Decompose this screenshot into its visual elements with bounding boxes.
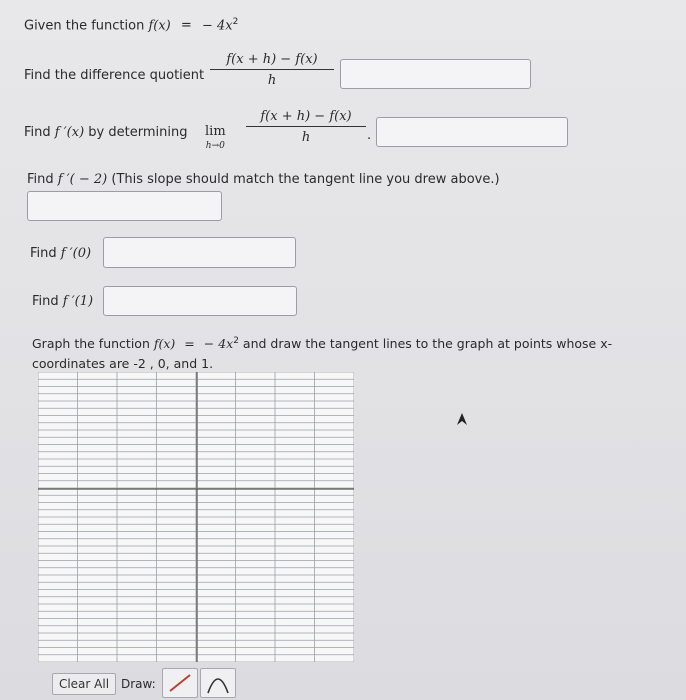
y-tick xyxy=(196,560,198,562)
line-tool-icon xyxy=(166,671,194,695)
q3-label-suffix: (This slope should match the tangent line you drew above.) xyxy=(111,172,500,187)
graph-suffix: and draw the tangent lines to the graph at points whose x- xyxy=(242,336,613,352)
given-func: f(x) xyxy=(148,18,171,34)
f-prime-neg2-input[interactable] xyxy=(27,191,222,221)
given-exp: 2 xyxy=(232,17,239,27)
y-tick xyxy=(196,552,198,554)
y-tick xyxy=(196,581,198,583)
q2-lim-sub: h→0 xyxy=(205,141,225,151)
y-tick xyxy=(196,632,198,634)
q2-label xyxy=(24,125,187,140)
y-tick xyxy=(196,567,198,569)
y-tick xyxy=(196,415,198,417)
y-tick xyxy=(196,531,198,533)
y-tick xyxy=(196,654,198,656)
y-tick xyxy=(196,647,198,649)
parabola-tool-button[interactable] xyxy=(200,668,236,698)
graph-func: f(x) xyxy=(153,336,176,352)
y-tick xyxy=(196,407,198,409)
f-prime-0-input[interactable] xyxy=(103,237,296,268)
q1-denominator: h xyxy=(267,73,277,88)
q5-label-prefix: Find xyxy=(32,294,59,309)
q1-numerator: f(x + h) − f(x) xyxy=(226,52,318,67)
q2-lim-text: lim xyxy=(205,124,226,139)
given-line xyxy=(24,17,238,33)
graph-instruction-line2: coordinates are -2 , 0, and 1. xyxy=(32,356,214,371)
y-tick xyxy=(196,502,198,504)
graph-prefix: Graph the function xyxy=(32,336,150,352)
given-prefix: Given the function xyxy=(24,18,145,34)
graph-rhs: − 4x xyxy=(203,336,234,352)
y-tick xyxy=(196,509,198,511)
q5-label xyxy=(32,294,93,309)
y-tick xyxy=(196,538,198,540)
cursor-icon xyxy=(455,411,469,427)
q2-numerator: f(x + h) − f(x) xyxy=(260,109,352,124)
y-tick xyxy=(196,487,198,489)
y-tick xyxy=(196,574,198,576)
y-tick xyxy=(196,451,198,453)
derivative-input[interactable] xyxy=(376,117,568,147)
q2-label-suffix: by determining xyxy=(88,125,188,140)
q4-label xyxy=(30,246,91,261)
y-tick xyxy=(196,545,198,547)
parabola-tool-icon xyxy=(204,671,232,695)
y-tick xyxy=(196,465,198,467)
y-tick xyxy=(196,400,198,402)
q3-label-func: f ′( − 2) xyxy=(57,172,108,187)
y-tick xyxy=(196,589,198,591)
y-tick xyxy=(196,393,198,395)
clear-all-button[interactable]: Clear All xyxy=(52,673,116,695)
line-tool-button[interactable] xyxy=(162,668,198,698)
q2-label-prefix: Find xyxy=(24,125,51,140)
y-tick xyxy=(196,422,198,424)
y-tick xyxy=(196,596,198,598)
f-prime-1-input[interactable] xyxy=(103,286,297,316)
y-tick xyxy=(196,603,198,605)
y-tick xyxy=(196,473,198,475)
y-tick xyxy=(196,444,198,446)
graph-canvas[interactable] xyxy=(38,372,354,662)
q2-limit xyxy=(205,124,226,151)
draw-label: Draw: xyxy=(121,677,156,691)
y-tick xyxy=(196,625,198,627)
y-tick xyxy=(196,523,198,525)
graph-eq: = xyxy=(184,336,195,352)
q1-label: Find the difference quotient xyxy=(24,68,205,83)
q3-label xyxy=(27,172,500,187)
y-tick xyxy=(196,458,198,460)
given-rhs: − 4x xyxy=(201,18,233,34)
q1-fraction xyxy=(210,52,334,88)
y-tick xyxy=(196,436,198,438)
graph-instruction xyxy=(32,336,612,351)
q2-denominator: h xyxy=(301,130,311,145)
y-tick xyxy=(196,639,198,641)
y-tick xyxy=(196,378,198,380)
y-tick xyxy=(196,618,198,620)
q5-label-func: f ′(1) xyxy=(62,294,94,309)
q2-label-func: f ′(x) xyxy=(54,125,85,140)
y-tick xyxy=(196,480,198,482)
y-tick xyxy=(196,516,198,518)
q2-dot: . xyxy=(367,128,372,143)
y-tick xyxy=(196,429,198,431)
difference-quotient-input[interactable] xyxy=(340,59,531,89)
y-tick xyxy=(196,610,198,612)
q4-label-func: f ′(0) xyxy=(60,246,92,261)
y-tick xyxy=(196,494,198,496)
q2-fraction xyxy=(246,109,366,145)
graph-grid xyxy=(38,372,354,662)
q4-label-prefix: Find xyxy=(30,246,57,261)
y-tick xyxy=(196,386,198,388)
q3-label-prefix: Find xyxy=(27,172,54,187)
graph-exp: 2 xyxy=(233,336,239,346)
given-eq: = xyxy=(180,18,192,34)
